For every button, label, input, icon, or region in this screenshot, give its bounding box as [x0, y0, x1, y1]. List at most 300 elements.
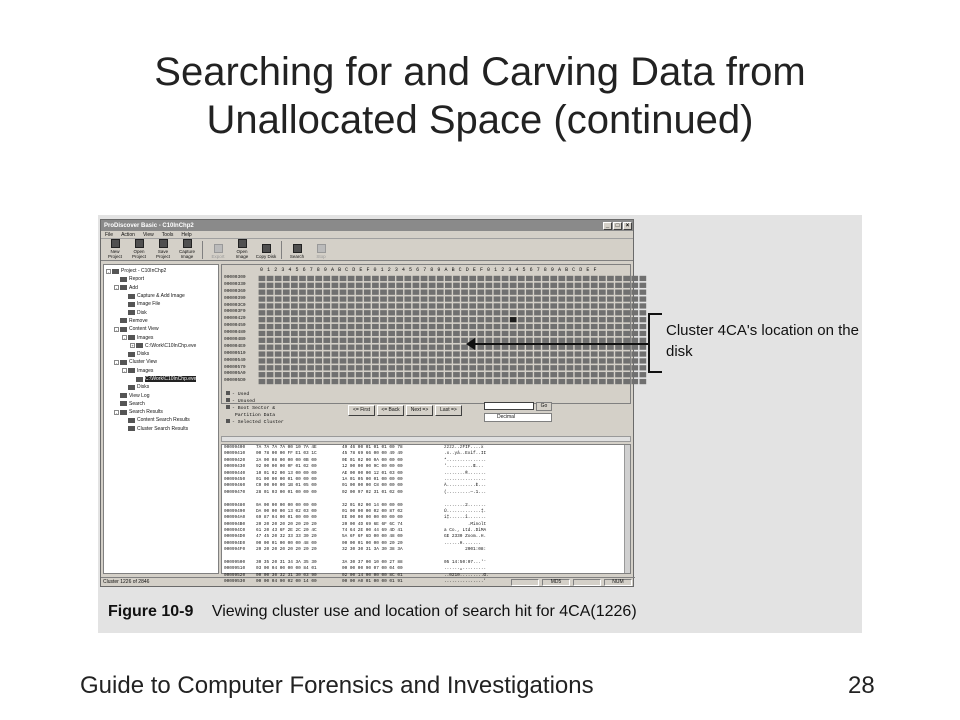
cluster-cell[interactable] [340, 379, 347, 384]
cluster-cell[interactable] [615, 310, 622, 315]
cluster-cell[interactable] [437, 303, 444, 308]
cluster-cell[interactable] [332, 276, 339, 281]
cluster-cell[interactable] [453, 331, 460, 336]
cluster-cell[interactable] [404, 345, 411, 350]
cluster-cell[interactable] [583, 351, 590, 356]
cluster-cell[interactable] [623, 379, 630, 384]
cluster-cell[interactable] [291, 324, 298, 329]
cluster-cell[interactable] [372, 303, 379, 308]
cluster-cell[interactable] [558, 303, 565, 308]
cluster-cell[interactable] [518, 276, 525, 281]
cluster-cell[interactable] [291, 317, 298, 322]
cluster-cell[interactable] [591, 324, 598, 329]
cluster-cell[interactable] [567, 358, 574, 363]
cluster-cell[interactable] [437, 345, 444, 350]
cluster-cell[interactable] [421, 331, 428, 336]
cluster-cell[interactable] [388, 296, 395, 301]
cluster-cell[interactable] [372, 296, 379, 301]
cluster-cell[interactable] [558, 372, 565, 377]
cluster-cell[interactable] [599, 351, 606, 356]
tree-item[interactable] [104, 308, 218, 316]
cluster-cell[interactable] [640, 351, 647, 356]
cluster-cell[interactable] [550, 276, 557, 281]
cluster-cell[interactable] [413, 372, 420, 377]
cluster-cell[interactable] [567, 351, 574, 356]
cluster-cell[interactable] [469, 324, 476, 329]
cluster-cell[interactable] [421, 345, 428, 350]
cluster-cell[interactable] [526, 351, 533, 356]
cluster-cell[interactable] [518, 331, 525, 336]
cluster-cell[interactable] [542, 283, 549, 288]
menu-help[interactable]: Help [181, 231, 192, 238]
cluster-cell[interactable] [453, 358, 460, 363]
cluster-cell[interactable] [259, 345, 266, 350]
cluster-cell[interactable] [404, 290, 411, 295]
toolbar-button[interactable] [207, 244, 229, 259]
cluster-cell[interactable] [510, 345, 517, 350]
cluster-cell[interactable] [591, 317, 598, 322]
cluster-cell[interactable] [591, 310, 598, 315]
cluster-cell[interactable] [445, 324, 452, 329]
cluster-cell[interactable] [340, 296, 347, 301]
cluster-cell[interactable] [558, 296, 565, 301]
cluster-cell[interactable] [640, 290, 647, 295]
cluster-cell[interactable] [510, 324, 517, 329]
cluster-cell[interactable] [267, 338, 274, 343]
cluster-cell[interactable] [477, 317, 484, 322]
cluster-cell[interactable] [607, 290, 614, 295]
cluster-cell[interactable] [599, 303, 606, 308]
cluster-map[interactable] [258, 275, 647, 385]
cluster-cell[interactable] [510, 283, 517, 288]
cluster-cell[interactable] [259, 296, 266, 301]
cluster-cell[interactable] [429, 338, 436, 343]
cluster-cell[interactable] [275, 345, 282, 350]
cluster-cell[interactable] [299, 358, 306, 363]
cluster-cell[interactable] [404, 310, 411, 315]
cluster-cell[interactable] [259, 310, 266, 315]
vertical-scrollbar[interactable] [624, 445, 630, 573]
cluster-cell[interactable] [348, 310, 355, 315]
cluster-cell[interactable] [291, 310, 298, 315]
cluster-cell[interactable] [437, 372, 444, 377]
cluster-cell[interactable] [461, 351, 468, 356]
cluster-cell[interactable] [631, 283, 638, 288]
cluster-cell[interactable] [283, 338, 290, 343]
cluster-cell[interactable] [283, 351, 290, 356]
cluster-cell[interactable] [461, 324, 468, 329]
cluster-cell[interactable] [567, 331, 574, 336]
cluster-cell[interactable] [469, 379, 476, 384]
cluster-cell[interactable] [396, 290, 403, 295]
cluster-cell[interactable] [615, 351, 622, 356]
toolbar-button[interactable] [128, 239, 150, 259]
cluster-cell[interactable] [356, 351, 363, 356]
cluster-cell[interactable] [623, 310, 630, 315]
cluster-cell[interactable] [421, 276, 428, 281]
cluster-cell[interactable] [283, 324, 290, 329]
cluster-cell[interactable] [315, 324, 322, 329]
cluster-cell[interactable] [283, 379, 290, 384]
cluster-cell[interactable] [623, 372, 630, 377]
cluster-cell[interactable] [534, 290, 541, 295]
cluster-cell[interactable] [429, 358, 436, 363]
cluster-cell[interactable] [396, 351, 403, 356]
cluster-cell[interactable] [550, 296, 557, 301]
cluster-cell[interactable] [421, 351, 428, 356]
close-icon[interactable]: × [623, 222, 632, 230]
cluster-cell[interactable] [445, 379, 452, 384]
cluster-cell[interactable] [404, 324, 411, 329]
cluster-cell[interactable] [494, 290, 501, 295]
cluster-cell[interactable] [307, 331, 314, 336]
cluster-cell[interactable] [575, 310, 582, 315]
cluster-cell[interactable] [583, 324, 590, 329]
cluster-cell[interactable] [429, 310, 436, 315]
last-button[interactable]: Last => [435, 405, 462, 416]
cluster-cell[interactable] [380, 290, 387, 295]
cluster-cell[interactable] [502, 310, 509, 315]
cluster-cell[interactable] [494, 379, 501, 384]
cluster-cell[interactable] [267, 310, 274, 315]
cluster-cell[interactable] [477, 283, 484, 288]
cluster-cell[interactable] [599, 331, 606, 336]
minimize-icon[interactable]: _ [603, 222, 612, 230]
cluster-cell[interactable] [437, 351, 444, 356]
tree-item[interactable] [104, 317, 218, 325]
cluster-cell[interactable] [518, 379, 525, 384]
cluster-cell[interactable] [510, 351, 517, 356]
cluster-cell[interactable] [380, 296, 387, 301]
cluster-cell[interactable] [591, 296, 598, 301]
cluster-cell[interactable] [631, 317, 638, 322]
cluster-cell[interactable] [332, 296, 339, 301]
cluster-cell[interactable] [404, 365, 411, 370]
cluster-cell[interactable] [558, 324, 565, 329]
cluster-cell[interactable] [477, 345, 484, 350]
cluster-cell[interactable] [413, 379, 420, 384]
cluster-cell[interactable] [518, 372, 525, 377]
cluster-cell[interactable] [526, 372, 533, 377]
cluster-cell[interactable] [429, 290, 436, 295]
cluster-cell[interactable] [315, 276, 322, 281]
cluster-cell[interactable] [567, 324, 574, 329]
cluster-cell[interactable] [526, 296, 533, 301]
cluster-cell[interactable] [348, 317, 355, 322]
cluster-cell[interactable] [429, 303, 436, 308]
cluster-cell[interactable] [413, 310, 420, 315]
cluster-cell[interactable] [421, 358, 428, 363]
cluster-cell[interactable] [380, 372, 387, 377]
cluster-cell[interactable] [631, 324, 638, 329]
cluster-cell[interactable] [518, 358, 525, 363]
cluster-cell[interactable] [323, 283, 330, 288]
cluster-cell[interactable] [542, 303, 549, 308]
cluster-cell[interactable] [607, 276, 614, 281]
cluster-cell[interactable] [583, 345, 590, 350]
cluster-cell[interactable] [607, 365, 614, 370]
cluster-cell[interactable] [396, 324, 403, 329]
cluster-cell[interactable] [623, 331, 630, 336]
cluster-cell[interactable] [340, 345, 347, 350]
cluster-cell[interactable] [640, 379, 647, 384]
cluster-cell[interactable] [502, 283, 509, 288]
cluster-cell[interactable] [591, 351, 598, 356]
cluster-cell[interactable] [607, 324, 614, 329]
cluster-cell[interactable] [453, 276, 460, 281]
cluster-cell[interactable] [437, 283, 444, 288]
cluster-cell[interactable] [640, 345, 647, 350]
cluster-cell[interactable] [486, 379, 493, 384]
cluster-cell[interactable] [461, 296, 468, 301]
cluster-cell[interactable] [567, 317, 574, 322]
cluster-cell[interactable] [583, 379, 590, 384]
cluster-cell[interactable] [275, 303, 282, 308]
cluster-cell[interactable] [599, 345, 606, 350]
cluster-cell[interactable] [340, 338, 347, 343]
cluster-cell[interactable] [591, 283, 598, 288]
cluster-cell[interactable] [453, 303, 460, 308]
cluster-cell[interactable] [388, 351, 395, 356]
cluster-cell[interactable] [631, 345, 638, 350]
cluster-cell[interactable] [502, 276, 509, 281]
cluster-cell[interactable] [567, 379, 574, 384]
cluster-cell[interactable] [534, 372, 541, 377]
cluster-cell[interactable] [567, 283, 574, 288]
cluster-cell[interactable] [607, 345, 614, 350]
cluster-cell[interactable] [275, 317, 282, 322]
cluster-cell[interactable] [413, 276, 420, 281]
cluster-cell[interactable] [356, 372, 363, 377]
cluster-cell[interactable] [494, 351, 501, 356]
cluster-cell[interactable] [413, 283, 420, 288]
cluster-cell[interactable] [421, 317, 428, 322]
cluster-cell[interactable] [323, 379, 330, 384]
cluster-cell[interactable] [575, 372, 582, 377]
cluster-cell[interactable] [299, 351, 306, 356]
cluster-cell[interactable] [340, 290, 347, 295]
cluster-cell[interactable] [583, 310, 590, 315]
cluster-cell[interactable] [567, 276, 574, 281]
cluster-cell[interactable] [283, 345, 290, 350]
cluster-cell[interactable] [534, 358, 541, 363]
cluster-cell[interactable] [307, 345, 314, 350]
cluster-cell[interactable] [307, 290, 314, 295]
cluster-cell[interactable] [567, 296, 574, 301]
tree-item[interactable] [104, 267, 218, 275]
cluster-cell[interactable] [445, 303, 452, 308]
toolbar-button[interactable] [310, 244, 332, 259]
cluster-cell[interactable] [615, 324, 622, 329]
cluster-cell[interactable] [348, 303, 355, 308]
cluster-cell[interactable] [421, 283, 428, 288]
cluster-cell[interactable] [332, 331, 339, 336]
cluster-cell[interactable] [267, 358, 274, 363]
cluster-cell[interactable] [340, 324, 347, 329]
cluster-cell[interactable] [469, 310, 476, 315]
cluster-cell[interactable] [267, 365, 274, 370]
cluster-cell[interactable] [542, 379, 549, 384]
cluster-cell[interactable] [575, 351, 582, 356]
cluster-cell[interactable] [445, 283, 452, 288]
cluster-cell[interactable] [640, 296, 647, 301]
cluster-cell[interactable] [388, 290, 395, 295]
cluster-cell[interactable] [356, 358, 363, 363]
cluster-cell[interactable] [550, 290, 557, 295]
cluster-cell[interactable] [550, 283, 557, 288]
cluster-cell[interactable] [307, 351, 314, 356]
cluster-cell[interactable] [591, 379, 598, 384]
cluster-hit[interactable] [510, 317, 517, 322]
cluster-cell[interactable] [356, 365, 363, 370]
cluster-cell[interactable] [534, 283, 541, 288]
cluster-cell[interactable] [275, 351, 282, 356]
cluster-cell[interactable] [518, 290, 525, 295]
cluster-cell[interactable] [437, 331, 444, 336]
cluster-cell[interactable] [575, 331, 582, 336]
cluster-cell[interactable] [494, 317, 501, 322]
cluster-cell[interactable] [615, 296, 622, 301]
cluster-cell[interactable] [591, 290, 598, 295]
cluster-cell[interactable] [356, 379, 363, 384]
cluster-cell[interactable] [421, 338, 428, 343]
cluster-cell[interactable] [340, 351, 347, 356]
cluster-cell[interactable] [502, 372, 509, 377]
cluster-cell[interactable] [267, 351, 274, 356]
cluster-cell[interactable] [364, 345, 371, 350]
cluster-cell[interactable] [348, 372, 355, 377]
cluster-cell[interactable] [413, 338, 420, 343]
tree-toggle-icon[interactable]: - [107, 268, 110, 274]
maximize-icon[interactable]: □ [613, 222, 622, 230]
cluster-cell[interactable] [640, 358, 647, 363]
cluster-cell[interactable] [607, 358, 614, 363]
cluster-cell[interactable] [526, 358, 533, 363]
cluster-cell[interactable] [599, 310, 606, 315]
cluster-cell[interactable] [307, 303, 314, 308]
cluster-cell[interactable] [429, 317, 436, 322]
cluster-cell[interactable] [267, 276, 274, 281]
cluster-cell[interactable] [615, 276, 622, 281]
cluster-cell[interactable] [323, 358, 330, 363]
cluster-cell[interactable] [558, 331, 565, 336]
cluster-cell[interactable] [380, 351, 387, 356]
toolbar-button[interactable] [152, 239, 174, 259]
cluster-cell[interactable] [348, 358, 355, 363]
cluster-cell[interactable] [640, 283, 647, 288]
cluster-cell[interactable] [291, 358, 298, 363]
cluster-cell[interactable] [259, 351, 266, 356]
cluster-cell[interactable] [494, 283, 501, 288]
cluster-cell[interactable] [356, 331, 363, 336]
cluster-cell[interactable] [372, 276, 379, 281]
cluster-cell[interactable] [599, 276, 606, 281]
cluster-cell[interactable] [291, 331, 298, 336]
cluster-cell[interactable] [315, 310, 322, 315]
tree-item[interactable] [104, 408, 218, 416]
cluster-cell[interactable] [494, 372, 501, 377]
tree-toggle-icon[interactable]: - [123, 368, 126, 374]
cluster-cell[interactable] [404, 317, 411, 322]
cluster-cell[interactable] [372, 358, 379, 363]
cluster-cell[interactable] [307, 310, 314, 315]
cluster-cell[interactable] [591, 276, 598, 281]
cluster-cell[interactable] [502, 345, 509, 350]
cluster-cell[interactable] [510, 276, 517, 281]
cluster-cell[interactable] [372, 283, 379, 288]
cluster-cell[interactable] [348, 338, 355, 343]
cluster-cell[interactable] [518, 310, 525, 315]
cluster-cell[interactable] [388, 283, 395, 288]
cluster-cell[interactable] [526, 310, 533, 315]
cluster-cell[interactable] [591, 358, 598, 363]
cluster-cell[interactable] [461, 331, 468, 336]
cluster-cell[interactable] [453, 379, 460, 384]
cluster-cell[interactable] [275, 283, 282, 288]
cluster-cell[interactable] [380, 310, 387, 315]
cluster-cell[interactable] [542, 296, 549, 301]
cluster-cell[interactable] [364, 358, 371, 363]
cluster-cell[interactable] [388, 358, 395, 363]
cluster-cell[interactable] [421, 379, 428, 384]
cluster-cell[interactable] [518, 303, 525, 308]
cluster-cell[interactable] [558, 283, 565, 288]
cluster-cell[interactable] [550, 365, 557, 370]
cluster-cell[interactable] [307, 296, 314, 301]
cluster-cell[interactable] [583, 372, 590, 377]
cluster-cell[interactable] [445, 351, 452, 356]
tree-toggle-icon[interactable]: - [115, 326, 118, 332]
cluster-cell[interactable] [631, 365, 638, 370]
cluster-cell[interactable] [372, 331, 379, 336]
cluster-cell[interactable] [332, 372, 339, 377]
cluster-cell[interactable] [340, 283, 347, 288]
cluster-cell[interactable] [291, 290, 298, 295]
cluster-cell[interactable] [413, 351, 420, 356]
cluster-cell[interactable] [429, 372, 436, 377]
cluster-cell[interactable] [356, 338, 363, 343]
cluster-cell[interactable] [372, 338, 379, 343]
cluster-cell[interactable] [364, 331, 371, 336]
cluster-cell[interactable] [542, 276, 549, 281]
cluster-cell[interactable] [299, 283, 306, 288]
cluster-cell[interactable] [364, 324, 371, 329]
cluster-cell[interactable] [421, 310, 428, 315]
cluster-cell[interactable] [299, 276, 306, 281]
cluster-cell[interactable] [542, 351, 549, 356]
cluster-cell[interactable] [526, 283, 533, 288]
tree-item[interactable] [104, 383, 218, 391]
cluster-cell[interactable] [591, 345, 598, 350]
cluster-cell[interactable] [534, 331, 541, 336]
cluster-cell[interactable] [275, 290, 282, 295]
cluster-cell[interactable] [275, 324, 282, 329]
cluster-cell[interactable] [348, 296, 355, 301]
cluster-cell[interactable] [275, 358, 282, 363]
cluster-cell[interactable] [486, 331, 493, 336]
cluster-cell[interactable] [404, 303, 411, 308]
cluster-cell[interactable] [396, 303, 403, 308]
cluster-cell[interactable] [526, 379, 533, 384]
cluster-cell[interactable] [429, 365, 436, 370]
cluster-cell[interactable] [583, 276, 590, 281]
cluster-cell[interactable] [356, 283, 363, 288]
cluster-cell[interactable] [518, 317, 525, 322]
cluster-cell[interactable] [364, 296, 371, 301]
cluster-cell[interactable] [332, 303, 339, 308]
cluster-cell[interactable] [542, 324, 549, 329]
cluster-cell[interactable] [599, 324, 606, 329]
